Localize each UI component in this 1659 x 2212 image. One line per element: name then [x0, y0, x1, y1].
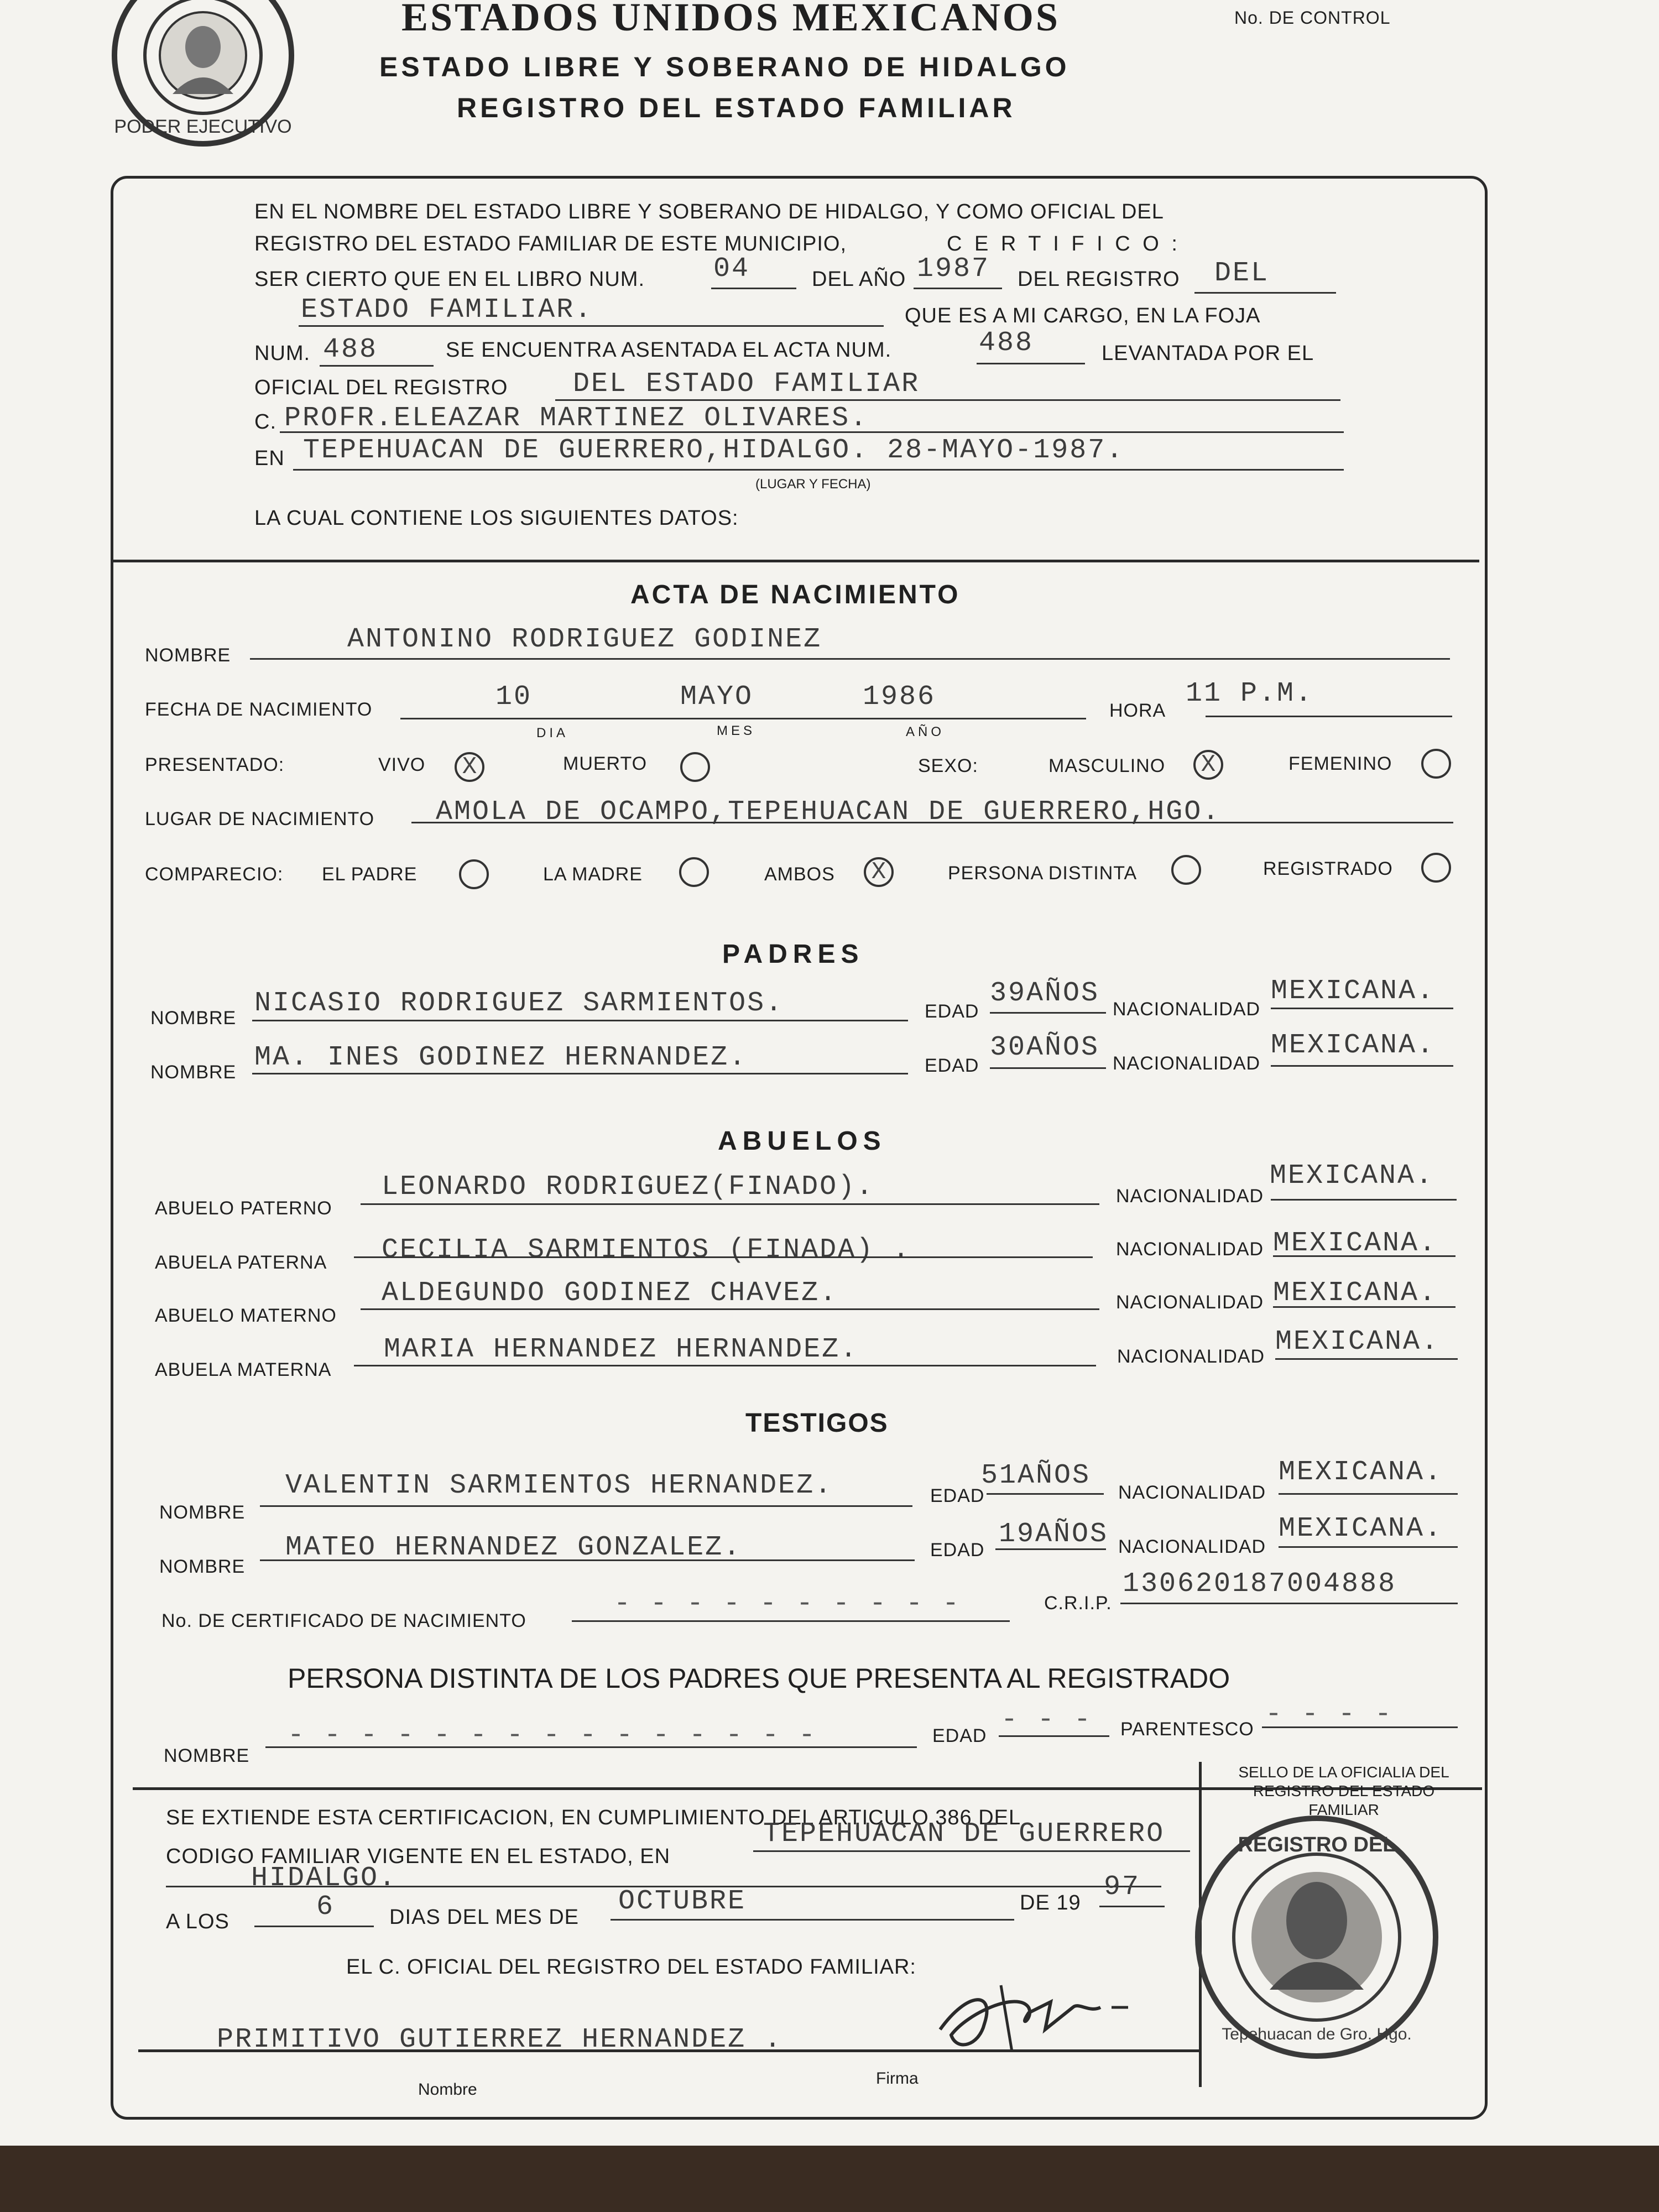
en-value: TEPEHUACAN DE GUERRERO,HIDALGO. 28-MAYO-1987. [303, 435, 1125, 466]
c-label: C. [254, 410, 276, 434]
abuelo-materno-nac-label: NACIONALIDAD [1116, 1292, 1264, 1313]
muerto-label: MUERTO [563, 753, 648, 774]
padre-edad: 39AÑOS [990, 978, 1100, 1009]
parentesco-value: - - - - [1265, 1699, 1394, 1730]
madre-checkbox[interactable] [679, 857, 709, 887]
lugar-nacimiento-label: LUGAR DE NACIMIENTO [145, 808, 375, 830]
registro-value-b: ESTADO FAMILIAR. [301, 294, 593, 326]
de-19-label: DE 19 [1020, 1891, 1081, 1914]
abuelo-paterno-nac: MEXICANA. [1270, 1160, 1434, 1192]
oficial-value: DEL ESTADO FAMILIAR [573, 368, 920, 400]
certificado-label: No. DE CERTIFICADO DE NACIMIENTO [161, 1610, 526, 1631]
foja-num-label: NUM. [254, 342, 311, 365]
anio-value: 1987 [917, 253, 990, 285]
svg-text:Tepehuacan de Gro. Hgo.: Tepehuacan de Gro. Hgo. [1222, 2025, 1412, 2043]
dia-value: 10 [495, 681, 533, 713]
parentesco-label: PARENTESCO [1120, 1719, 1254, 1740]
intro-line2: REGISTRO DEL ESTADO FAMILIAR DE ESTE MUNICIPIO, [254, 232, 847, 255]
footer-lugar-b: HIDALGO. [251, 1863, 398, 1894]
registro-value-a: DEL [1214, 258, 1270, 289]
el-padre-label: EL PADRE [322, 864, 418, 885]
header-registry: REGISTRO DEL ESTADO FAMILIAR [457, 92, 1016, 123]
crip-value: 130620187004888 [1123, 1568, 1397, 1600]
padre-nac-label: NACIONALIDAD [1113, 999, 1261, 1020]
abuelo-paterno-nac-label: NACIONALIDAD [1116, 1186, 1264, 1207]
abuela-paterna-label: ABUELA PATERNA [155, 1252, 327, 1273]
madre-nombre-value: MA. INES GODINEZ HERNANDEZ. [254, 1042, 748, 1073]
foja-value: 488 [323, 334, 378, 366]
abuelos-title: ABUELOS [718, 1126, 886, 1156]
control-number-label: No. DE CONTROL [1234, 8, 1391, 28]
footer-anio-value: 97 [1104, 1871, 1141, 1903]
abuelo-materno-nac: MEXICANA. [1273, 1277, 1438, 1309]
contiene-label: LA CUAL CONTIENE LOS SIGUIENTES DATOS: [254, 507, 739, 530]
femenino-checkbox[interactable] [1421, 749, 1451, 779]
certifico-label: C E R T I F I C O : [947, 232, 1181, 255]
state-seal-icon [106, 0, 300, 155]
anio-label-small: AÑO [906, 724, 945, 739]
oficial-footer-label: EL C. OFICIAL DEL REGISTRO DEL ESTADO FAMILIAR: [346, 1955, 916, 1979]
svg-text:REGISTRO DEL: REGISTRO DEL [1238, 1833, 1396, 1856]
la-madre-label: LA MADRE [543, 864, 643, 885]
crip-label: C.R.I.P. [1044, 1593, 1112, 1614]
abuela-materna-label: ABUELA MATERNA [155, 1359, 332, 1380]
testigo2-edad-label: EDAD [930, 1540, 985, 1561]
muerto-checkbox[interactable] [680, 752, 710, 782]
testigo1-nombre: VALENTIN SARMIENTOS HERNANDEZ. [285, 1470, 833, 1501]
footer-lugar-a: TEPEHUACAN DE GUERRERO [763, 1818, 1165, 1850]
sello-label: SELLO DE LA OFICIALIA DEL REGISTRO DEL ESTADO FAMILIAR [1238, 1764, 1449, 1818]
padres-title: PADRES [722, 940, 864, 969]
testigo2-nombre: MATEO HERNANDEZ GONZALEZ. [285, 1532, 742, 1563]
footer-dia-value: 6 [316, 1891, 335, 1923]
anio-label: DEL AÑO [812, 268, 906, 291]
madre-nombre-label: NOMBRE [150, 1062, 237, 1083]
abuelo-materno-value: ALDEGUNDO GODINEZ CHAVEZ. [382, 1277, 838, 1309]
certificado-value: - - - - - - - - - - [614, 1588, 961, 1620]
madre-nac-value: MEXICANA. [1271, 1030, 1436, 1061]
persona-nombre-label: NOMBRE [164, 1745, 250, 1766]
abuelo-materno-label: ABUELO MATERNO [155, 1305, 337, 1326]
sexo-label: SEXO: [918, 755, 978, 776]
oficial-label: OFICIAL DEL REGISTRO [254, 376, 508, 399]
registrado-label: REGISTRADO [1263, 858, 1393, 879]
abuelo-paterno-label: ABUELO PATERNO [155, 1198, 332, 1219]
dias-mes-label: DIAS DEL MES DE [389, 1906, 580, 1929]
testigo2-edad: 19AÑOS [999, 1519, 1109, 1550]
testigo2-nombre-label: NOMBRE [159, 1556, 246, 1577]
header-state: ESTADO LIBRE Y SOBERANO DE HIDALGO [379, 51, 1070, 82]
table-surface [0, 2146, 1659, 2212]
ambos-label: AMBOS [764, 864, 835, 885]
firma-footer-label: Firma [876, 2069, 919, 2088]
divider-intro [113, 560, 1479, 562]
acta-num-label: SE ENCUENTRA ASENTADA EL ACTA NUM. [446, 338, 892, 362]
testigo2-nac-label: NACIONALIDAD [1118, 1536, 1266, 1557]
persona-edad-label: EDAD [932, 1725, 987, 1746]
en-label: EN [254, 447, 285, 470]
a-mi-cargo-label: QUE ES A MI CARGO, EN LA FOJA [905, 304, 1261, 327]
footer-mes-value: OCTUBRE [618, 1886, 747, 1917]
c-value: PROFR.ELEAZAR MARTINEZ OLIVARES. [284, 403, 869, 434]
masculino-label: MASCULINO [1048, 755, 1166, 776]
comparecio-label: COMPARECIO: [145, 864, 284, 885]
vivo-checkbox[interactable]: X [455, 752, 484, 782]
hora-label: HORA [1109, 700, 1166, 721]
signature-icon [935, 1969, 1145, 2057]
footer-line2: CODIGO FAMILIAR VIGENTE EN EL ESTADO, EN [166, 1845, 671, 1868]
masculino-checkbox[interactable]: X [1193, 750, 1223, 780]
registrado-nombre: ANTONINO RODRIGUEZ GODINEZ [347, 624, 822, 655]
padre-edad-label: EDAD [925, 1001, 979, 1022]
persona-edad-value: - - - [1001, 1704, 1093, 1736]
testigo1-nac: MEXICANA. [1279, 1457, 1443, 1488]
dia-label: DIA [536, 726, 569, 740]
levantada-label: LEVANTADA POR EL [1102, 342, 1314, 365]
svg-text:PODER EJECUTIVO: PODER EJECUTIVO [114, 116, 292, 137]
persona-nombre-value: - - - - - - - - - - - - - - - [288, 1720, 817, 1751]
padre-nombre-value: NICASIO RODRIGUEZ SARMIENTOS. [254, 988, 784, 1019]
oficial-nombre: PRIMITIVO GUTIERREZ HERNANDEZ . [217, 2024, 783, 2056]
acta-num-value: 488 [979, 327, 1034, 359]
testigo1-edad-label: EDAD [930, 1485, 985, 1506]
testigo2-nac: MEXICANA. [1279, 1513, 1443, 1545]
mes-value: MAYO [680, 681, 754, 713]
madre-edad-value: 30AÑOS [990, 1032, 1100, 1063]
mes-label: MES [717, 723, 756, 738]
acta-title: ACTA DE NACIMIENTO [630, 580, 961, 609]
distinta-checkbox[interactable] [1171, 855, 1201, 885]
registro-label: DEL REGISTRO [1018, 268, 1180, 291]
nombre-label: NOMBRE [145, 645, 231, 666]
testigo1-nombre-label: NOMBRE [159, 1502, 246, 1523]
official-stamp-icon [1176, 1807, 1458, 2067]
abuela-paterna-nac-label: NACIONALIDAD [1116, 1239, 1264, 1260]
ambos-checkbox[interactable]: X [864, 857, 894, 887]
madre-edad-label: EDAD [925, 1055, 979, 1076]
abuelo-paterno-value: LEONARDO RODRIGUEZ(FINADO). [382, 1171, 875, 1203]
testigos-title: TESTIGOS [745, 1408, 889, 1438]
fecha-nacimiento-label: FECHA DE NACIMIENTO [145, 699, 373, 720]
padre-checkbox[interactable] [459, 859, 489, 889]
abuela-materna-value: MARIA HERNANDEZ HERNANDEZ. [384, 1334, 859, 1365]
a-los-label: A LOS [166, 1910, 229, 1933]
libro-label: SER CIERTO QUE EN EL LIBRO NUM. [254, 268, 645, 291]
header-country: ESTADOS UNIDOS MEXICANOS [401, 0, 1060, 39]
abuela-materna-nac: MEXICANA. [1275, 1326, 1440, 1358]
vivo-label: VIVO [378, 754, 426, 775]
abuela-paterna-nac: MEXICANA. [1273, 1228, 1438, 1259]
abuela-paterna-value: CECILIA SARMIENTOS (FINADA) . [382, 1234, 911, 1266]
intro-line1: EN EL NOMBRE DEL ESTADO LIBRE Y SOBERANO DE HIDALGO, Y COMO OFICIAL DEL [254, 200, 1164, 223]
registrado-checkbox[interactable] [1421, 853, 1451, 883]
libro-value: 04 [713, 253, 750, 285]
testigo1-nac-label: NACIONALIDAD [1118, 1482, 1266, 1503]
padre-nombre-label: NOMBRE [150, 1008, 237, 1029]
anio-nacimiento-value: 1986 [863, 681, 936, 713]
presentado-label: PRESENTADO: [145, 754, 285, 775]
nombre-footer-label: Nombre [418, 2080, 477, 2099]
persona-distinta-title: PERSONA DISTINTA DE LOS PADRES QUE PRESENTA AL REGISTRADO [288, 1663, 1230, 1694]
persona-distinta-label: PERSONA DISTINTA [948, 863, 1138, 884]
lugar-nacimiento-value: AMOLA DE OCAMPO,TEPEHUACAN DE GUERRERO,HGO. [436, 796, 1221, 828]
abuela-materna-nac-label: NACIONALIDAD [1117, 1346, 1265, 1367]
footer-line1: SE EXTIENDE ESTA CERTIFICACION, EN CUMPLIMIENTO DEL ARTICULO 386 DEL [166, 1806, 1021, 1829]
hora-value: 11 P.M. [1186, 678, 1314, 709]
testigo1-edad: 51AÑOS [981, 1460, 1091, 1491]
madre-nac-label: NACIONALIDAD [1113, 1053, 1261, 1074]
lugar-fecha-label: (LUGAR Y FECHA) [755, 477, 871, 492]
femenino-label: FEMENINO [1288, 753, 1392, 774]
padre-nac-value: MEXICANA. [1271, 975, 1436, 1007]
